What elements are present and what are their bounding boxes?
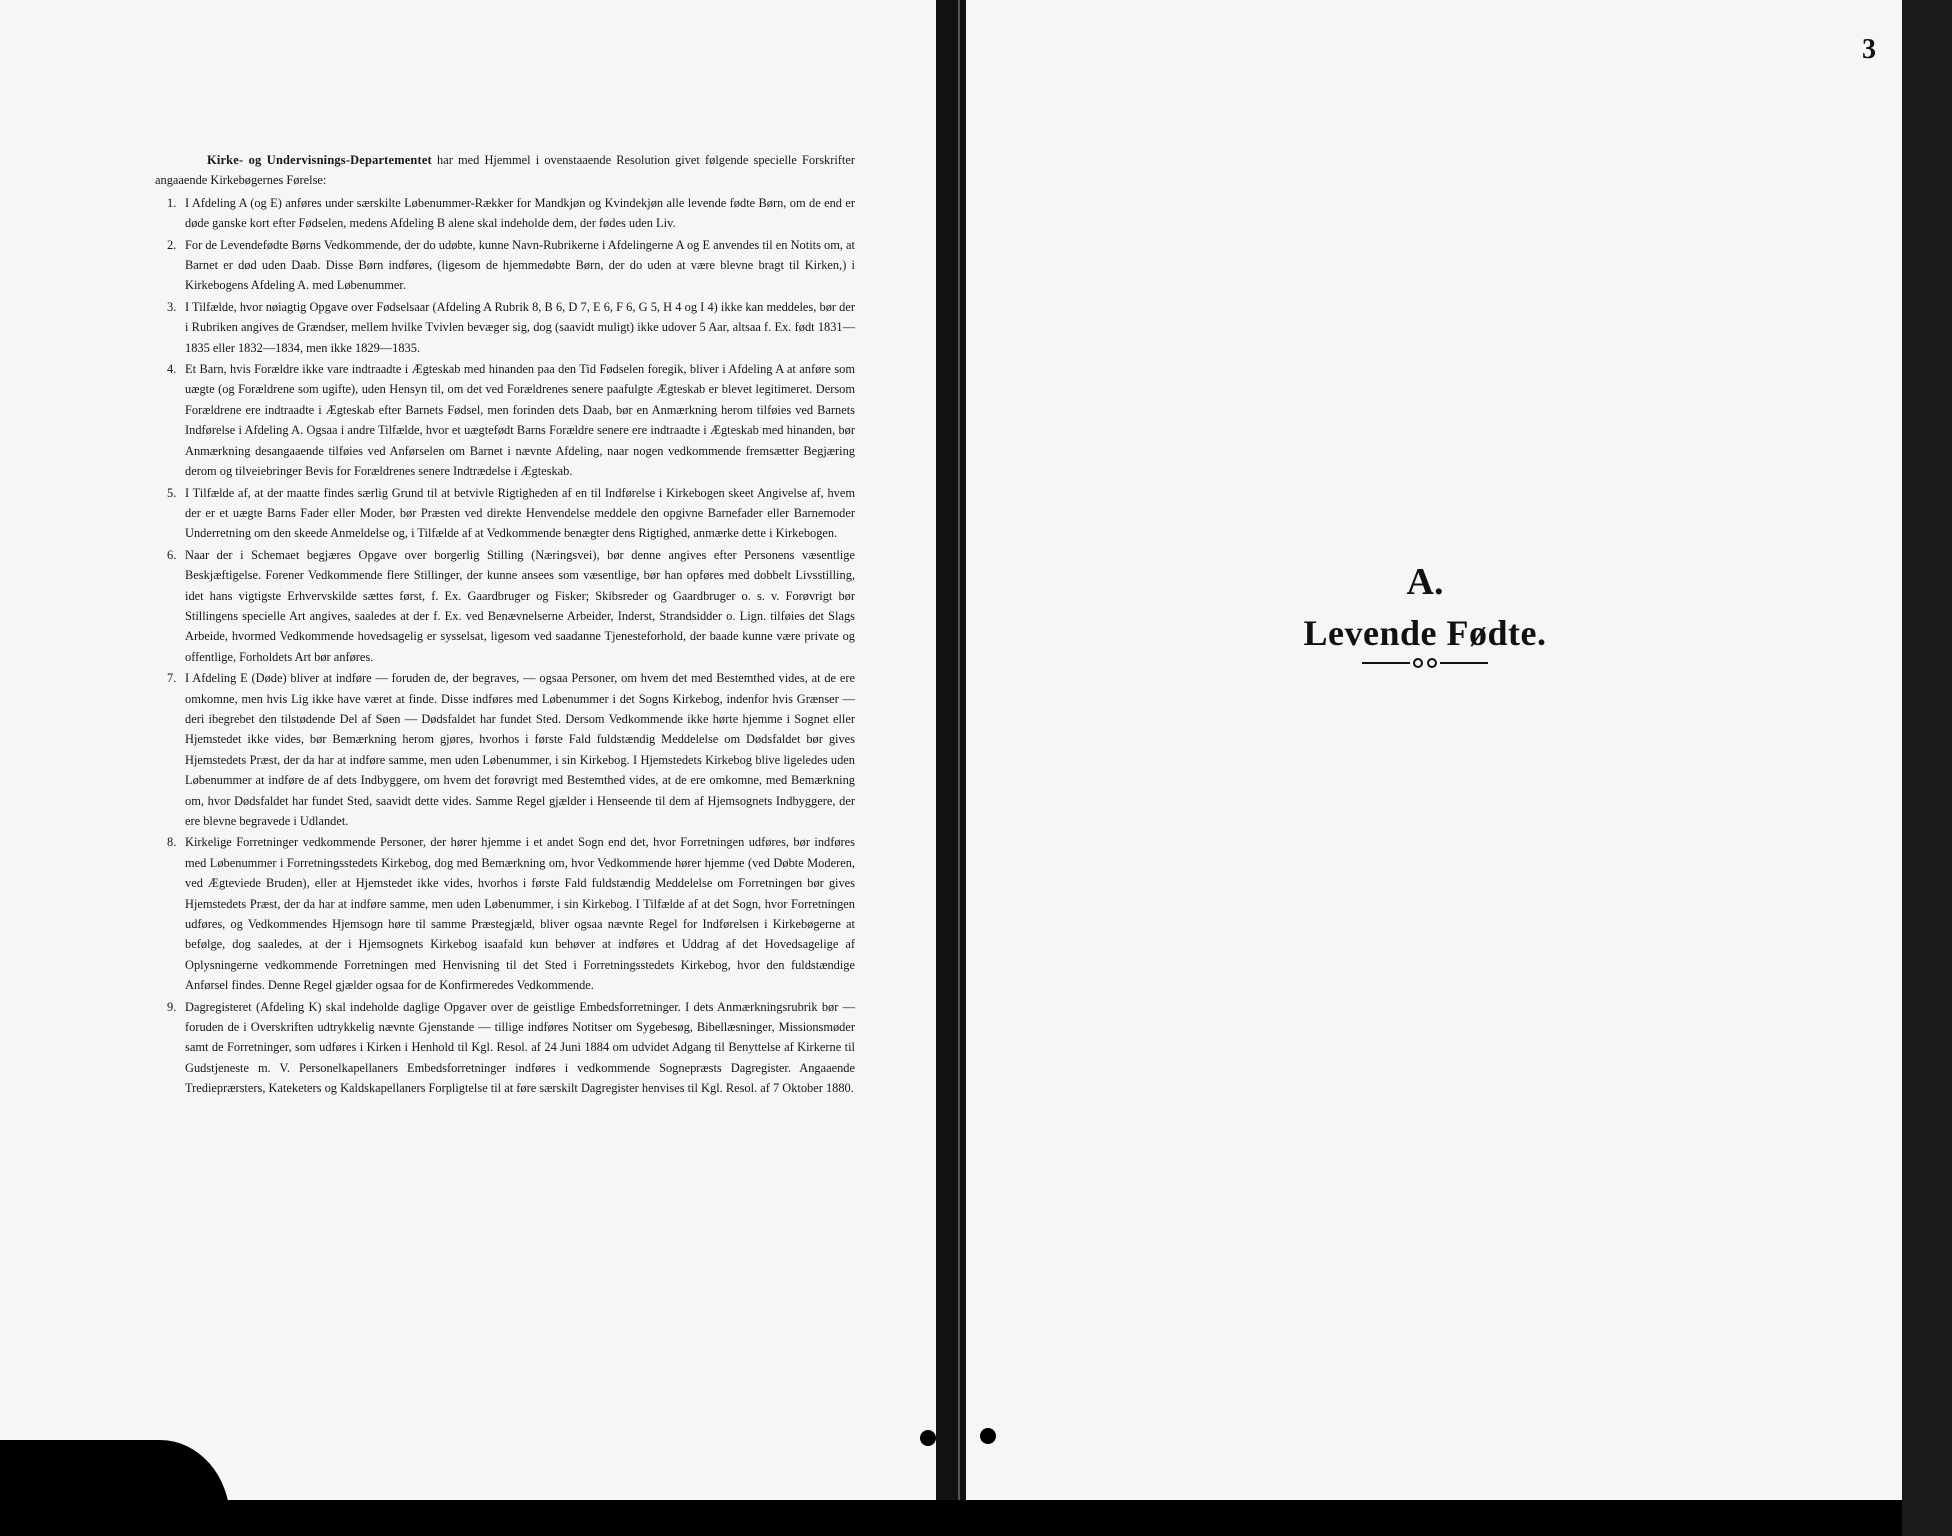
book-edge: [1902, 0, 1952, 1536]
stitch-hole-right: [980, 1428, 996, 1444]
rule-number: 2.: [167, 237, 177, 252]
rule-item: [155, 235, 855, 296]
rule-item: [155, 483, 855, 544]
rule-number: 5.: [167, 485, 177, 500]
rule-text: Kirkelige Forretninger vedkommende Personer, der hører hjemme i et andet Sogn end det, hvor Forretningen udføres, bør indføres med Løbenummer i Forretningsstedets Kirkebog, dog med Bemærkning om, hvor Vedkommende hører hjemme (ved Døbte Moderen, ved Ægteviede Bruden), eller at Hjemstedet ikke vides, hvorhos i første Fald fuldstændig Meddelelse om Forretningen bør gives Hjemstedets Præst, der da har at indføre samme, men uden Løbenummer, i sin Kirkebog. I Tilfælde af at det Sogn, hvor Forretningen udføres, og Vedkommendes Hjemsogn høre til samme Præstegjæld, bliver ogsaa nævnte Regel for Indførelsen i Kirkebøgerne at befølge, dog saaledes, at der i Hjemsognets Kirkebog isaafald kun behøver at indføres et Uddrag af det Hovedsagelige af Oplysningerne vedkommende Forretningen med Henvisning til det Sted i Forretningsstedets Kirkebog, hvor den fuldstændige Anførsel findes. Denne Regel gjælder ogsaa for de Konfirmeredes Vedkommende.: [185, 835, 855, 993]
left-page: [0, 0, 936, 1500]
rule-number: 1.: [167, 195, 177, 210]
intro-text: har med Hjemmel i ovenstaaende Resolution givet følgende specielle Forskrifter angaaende Kirkebøgernes Førelse:: [155, 153, 855, 188]
rule-item: [155, 668, 855, 831]
stitch-hole-left: [920, 1430, 936, 1446]
page-number: 3: [1862, 34, 1876, 65]
thumb-shadow: [0, 1440, 230, 1536]
gutter-line: [958, 0, 960, 1500]
rule-number: 3.: [167, 299, 177, 314]
rule-item: [155, 997, 855, 1099]
right-page: [966, 0, 1902, 1500]
rule-item: [155, 545, 855, 667]
rule-item: [155, 297, 855, 358]
department-name: Kirke- og Undervisnings-Departementet: [207, 153, 432, 167]
gutter-left: [936, 0, 966, 1500]
rule-text: I Afdeling A (og E) anføres under særskilte Løbenummer-Rækker for Mandkjøn og Kvindekjøn alle levende fødte Børn, om de end er døde ganske kort efter Fødselen, medens Afdeling B alene skal indeholde dem, der fødes uden Liv.: [185, 195, 855, 231]
section-title: Levende Fødte.: [1303, 613, 1547, 653]
rules-list: [155, 193, 855, 1099]
rule-text: Et Barn, hvis Forældre ikke vare indtraadte i Ægteskab med hinanden paa den Tid Fødselen foregik, bliver i Afdeling A at anføre som uægte (og Forældrene som ugifte), uden Hensyn til, om det ved Forældrenes senere paafulgte Ægteskab er blevet legitimeret. Dersom Forældrene ere indtraadte i Ægteskab efter Barnets Fødsel, men forinden dets Daab, bør en Anmærkning herom tilføies ved Barnets Indførelse i Afdeling A. Ogsaa i andre Tilfælde, hvor et uægtefødt Barns Forældre senere ere indtraadte i Ægteskab med hinanden, bør Anmærkning desangaaende tilføies ved Anførselen om Barnet i nævnte Afdeling, naar nogen vedkommende fremsætter Begjæring derom og tilveiebringer Bevis for Forældrenes senere Indtrædelse i Ægteskab.: [185, 362, 855, 479]
rule-number: 7.: [167, 671, 177, 686]
intro-paragraph: [155, 150, 855, 191]
rule-item: [155, 359, 855, 481]
rule-text: For de Levendefødte Børns Vedkommende, der do udøbte, kunne Navn-Rubrikerne i Afdelingerne A og E anvendes til en Notits om, at Barnet er død uden Daab. Disse Børn indføres, (ligesom de hjemmedøbte Børn, der do uden at være blevne bragt til Kirken,) i Kirkebogens Afdeling A. med Løbenummer.: [185, 237, 855, 293]
rule-number: 9.: [167, 999, 177, 1014]
rule-text: I Tilfælde, hvor nøiagtig Opgave over Fødselsaar (Afdeling A Rubrik 8, B 6, D 7, E 6, F 6, G 5, H 4 og I 4) ikke kan meddeles, bør der i Rubriken angives de Grændser, mellem hvilke Tvivlen bevæger sig, dog (saavidt muligt) ikke udover 5 Aar, altsaa f. Ex. født 1831—1835 eller 1832—1834, men ikke 1829—1835.: [185, 299, 855, 355]
rule-number: 6.: [167, 547, 177, 562]
rule-text: Naar der i Schemaet begjæres Opgave over borgerlig Stilling (Næringsvei), bør denne angives efter Personens væsentlige Beskjæftigelse. Forener Vedkommende flere Stillinger, der kunne ansees som væsentlige, bør han opføres med dobbelt Livsstilling, idet hans vigtigste Erhvervskilde sættes først, f. Ex. Gaardbruger og Fisker; Skibsreder og Gaardbruger o. s. v. Forøvrigt bør Stillingens specielle Art angives, saaledes at der f. Ex. ved Benævnelserne Arbeider, Inderst, Strandsidder o. Lign. tilføies det Slags Arbeide, hvormed Vedkommende hovedsagelig er sysselsat, ligesom ved saadanne Tjenesteforhold, der baade kunne være private og offentlige, Forholdets Art bør anføres.: [185, 547, 855, 664]
rule-item: [155, 193, 855, 234]
rule-text: I Tilfælde af, at der maatte findes særlig Grund til at betvivle Rigtigheden af en til Indførelse i Kirkebogen skeet Angivelse af, hvem der er et uægte Barns Fader eller Moder, bør Præsten ved direkte Henvendelse meddele den opgivne Barnefader eller Barnemoder Underretning om den skeede Anmeldelse og, i Tilfælde af at Vedkommende benægter dens Rigtighed, anmærke dette i Kirkebogen.: [185, 485, 855, 541]
rule-text: I Afdeling E (Døde) bliver at indføre — foruden de, der begraves, — ogsaa Personer, om hvem det med Bestemthed vides, at de ere omkomne, men hvis Lig ikke have været at finde. Disse indføres med Løbenummer i det Sogns Kirkebog, indenfor hvis Grænser — deri ibegrebet den tilstødende Del af Søen — Dødsfaldet har fundet Sted. Dersom Vedkommende ikke hørte hjemme i Sognet eller Hjemstedet ikke vides, bør Bemærkning herom gjøres, hvorhos i første Fald fuldstændig Meddelelse om Dødsfaldet bør gives Hjemstedets Præst, der da har at indføre samme, men uden Løbenummer, i sin Kirkebog. I Hjemstedets Kirkebog blive ligeledes uden Løbenummer at indføre de af dets Indbyggere, om hvem det forøvrigt med Bestemthed vides, at de ere omkomne, med Bemærkning om, hvor Dødsfaldet har fundet Sted, saavidt dette vides. Samme Regel gjælder i Henseende til dem af Hjemsognets Indbyggere, der ere blevne begravede i Udlandet.: [185, 671, 855, 828]
rule-number: 4.: [167, 362, 177, 377]
rule-number: 8.: [167, 835, 177, 850]
section-letter: A.: [1406, 561, 1444, 603]
rule-text: Dagregisteret (Afdeling K) skal indeholde daglige Opgaver over de geistlige Embedsforretninger. I dets Anmærkningsrubrik bør — foruden de i Overskriften udtrykkelig nævnte Gjenstande — tillige indføres Notitser om Sygebesøg, Bibellæsninger, Missionsmøder samt de Forretninger, som udføres i Kirken i Henhold til Kgl. Resol. af 24 Juni 1884 om udvidet Adgang til Benyttelse af Kirkerne til Gudstjeneste m. V. Personelkapellaners Embedsforretninger indføres i vedkommende Sognepræsts Dagregister. Angaaende Tredieprærsters, Kateketers og Kaldskapellaners Forpligtelse til at føre særskilt Dagregister henvises til Kgl. Resol. af 7 Oktober 1880.: [185, 999, 855, 1096]
ornament-rule: [1360, 656, 1490, 670]
instructions-text: [155, 150, 855, 1100]
rule-item: [155, 832, 855, 995]
